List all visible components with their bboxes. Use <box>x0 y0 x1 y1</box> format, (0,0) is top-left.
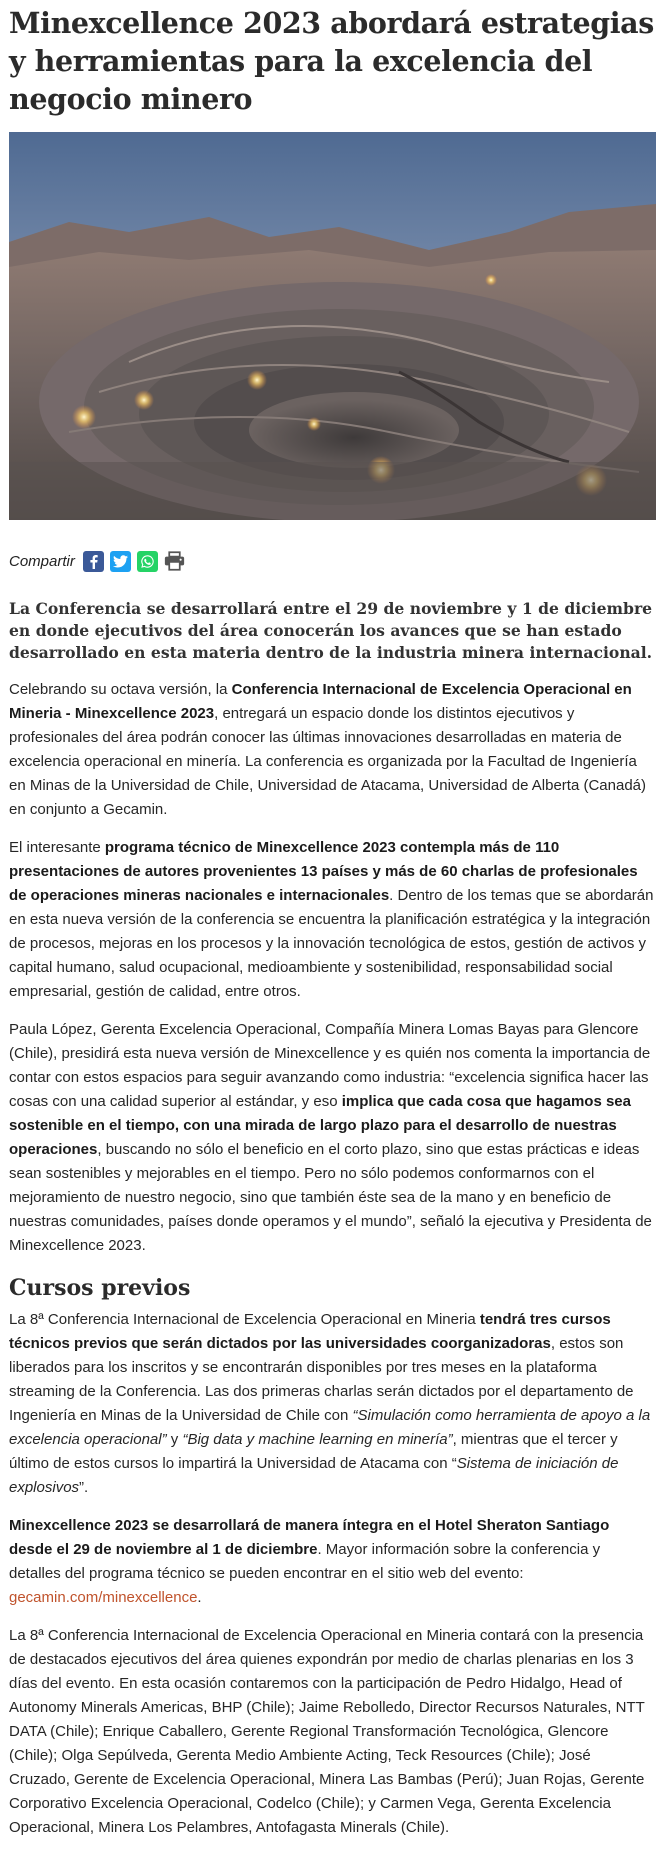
paragraph-quote <box>9 1018 654 1258</box>
hero-image <box>9 132 656 520</box>
text: . Dentro de los temas que se abordarán en esta nueva versión de la conferencia se encuentra la planificación estratégica y la integración de procesos, mejoras en los procesos y la innovación tecnológica de estos, gestión de activos y capital humano, salud ocupacional, medioambiente y sostenibilidad, responsabilidad social empresarial, gestión de calidad, entre otros. <box>9 887 654 1000</box>
share-label: Compartir <box>9 552 75 570</box>
mine-pit-illustration <box>9 132 656 520</box>
paragraph-courses <box>9 1308 654 1500</box>
article <box>0 4 663 1840</box>
text: , mientras que el tercer y último de estos cursos lo impartirá la Universidad de Atacama con “ <box>9 1431 618 1472</box>
facebook-icon[interactable] <box>83 551 104 572</box>
text: . <box>197 1589 202 1606</box>
twitter-icon[interactable] <box>110 551 131 572</box>
text: Celebrando su octava versión, la <box>9 681 232 698</box>
text: Paula López, Gerenta Excelencia Operacional, Compañía Minera Lomas Bayas para Glencore (Chile), presidirá esta nueva versión de Minexcellence y es quién nos comenta la importancia de contar con estos espacios para seguir avanzando como industria: “excelencia significa hacer las cosas con una calidad superior al estándar, y eso <box>9 1021 651 1110</box>
text: y <box>166 1431 183 1448</box>
text: ”. <box>79 1479 89 1496</box>
text: . Mayor información sobre la conferencia y detalles del programa técnico se pueden encontrar en el sitio web del evento: <box>9 1541 601 1582</box>
course-title: “Simulación como herramienta de apoyo a la excelencia operacional” <box>9 1407 651 1448</box>
course-title: Sistema de iniciación de explosivos <box>9 1455 619 1496</box>
article-title: Minexcellence 2023 abordará estrategias y herramientas para la excelencia del negocio minero <box>9 6 654 116</box>
course-title: “Big data y machine learning en minería” <box>182 1431 453 1448</box>
print-icon[interactable] <box>164 551 185 572</box>
bold-text: implica que cada cosa que hagamos sea sostenible en el tiempo, con una mirada de largo plazo para el desarrollo de nuestras operaciones <box>9 1093 631 1158</box>
paragraph-program <box>9 836 654 1004</box>
section-heading: Cursos previos <box>9 1275 191 1301</box>
paragraph-speakers: La 8ª Conferencia Internacional de Excelencia Operacional en Mineria contará con la presencia de destacados ejecutivos del área quienes expondrán por medio de charlas plenarias en los 3 días del evento. En esta ocasión contaremos con la participación de Pedro Hidalgo, Head of Autonomy Minerals Americas, BHP (Chile); Jaime Rebolledo, Director Recursos Naturales, NTT DATA (Chile); Enrique Caballero, Gerente Regional Transformación Tecnológica, Glencore (Chile); Olga Sepúlveda, Gerenta Medio Ambiente Acting, Teck Resources (Chile); José Cruzado, Gerente de Excelencia Operacional, Minera Las Bambas (Perú); Juan Rojas, Gerente Corporativo Excelencia Operacional, Codelco (Chile); y Carmen Vega, Gerenta Excelencia Operacional, Minera Los Pelambres, Antofagasta Minerals (Chile). <box>9 1627 645 1836</box>
text: , entregará un espacio donde los distintos ejecutivos y profesionales del área podrán conocer las últimas innovaciones desarrolladas en materia de excelencia operacional en minería. La conferencia es organizada por la Facultad de Ingeniería en Minas de la Universidad de Chile, Universidad de Atacama, Universidad de Alberta (Canadá) en conjunto a Gecamin. <box>9 705 647 818</box>
text: El interesante <box>9 839 105 856</box>
paragraph-venue <box>9 1514 654 1610</box>
bold-text: Conferencia Internacional de Excelencia Operacional en Mineria - Minexcellence 2023 <box>9 681 632 722</box>
bold-text: tendrá tres cursos técnicos previos que serán dictados por las universidades coorganizadoras <box>9 1311 611 1352</box>
text: , estos son liberados para los inscritos y se encontrarán disponibles por tres meses en la plataforma streaming de la Conferencia. Las dos primeras charlas serán dictados por el departamento de Ingeniería en Minas de la Universidad de Chile con <box>9 1335 634 1424</box>
whatsapp-icon[interactable] <box>137 551 158 572</box>
bold-text: programa técnico de Minexcellence 2023 contempla más de 110 presentaciones de autores provenientes 13 países y más de 60 charlas de profesionales de operaciones mineras nacionales e internacionales <box>9 839 638 904</box>
article-lead: La Conferencia se desarrollará entre el 29 de noviembre y 1 de diciembre en donde ejecutivos del área conocerán los avances que se han estado desarrollado en esta materia dentro de la industria minera internacional. <box>9 599 653 662</box>
bold-text: Minexcellence 2023 se desarrollará de manera íntegra en el Hotel Sheraton Santiago desde el 29 de noviembre al 1 de diciembre <box>9 1517 610 1558</box>
text: La 8ª Conferencia Internacional de Excelencia Operacional en Mineria <box>9 1311 480 1328</box>
paragraph-intro <box>9 678 654 822</box>
share-bar <box>9 548 654 574</box>
event-website-link[interactable]: gecamin.com/minexcellence <box>9 1589 198 1606</box>
text: , buscando no sólo el beneficio en el corto plazo, sino que estas prácticas e ideas sean sostenibles y mejorables en el tiempo. Pero no sólo podemos conformarnos con el mejoramiento de nuestro negocio, sino que también éste sea de la mano y en beneficio de nuestras comunidades, países donde operamos y el mundo”, señaló la ejecutiva y Presidenta de Minexcellence 2023. <box>9 1141 652 1254</box>
